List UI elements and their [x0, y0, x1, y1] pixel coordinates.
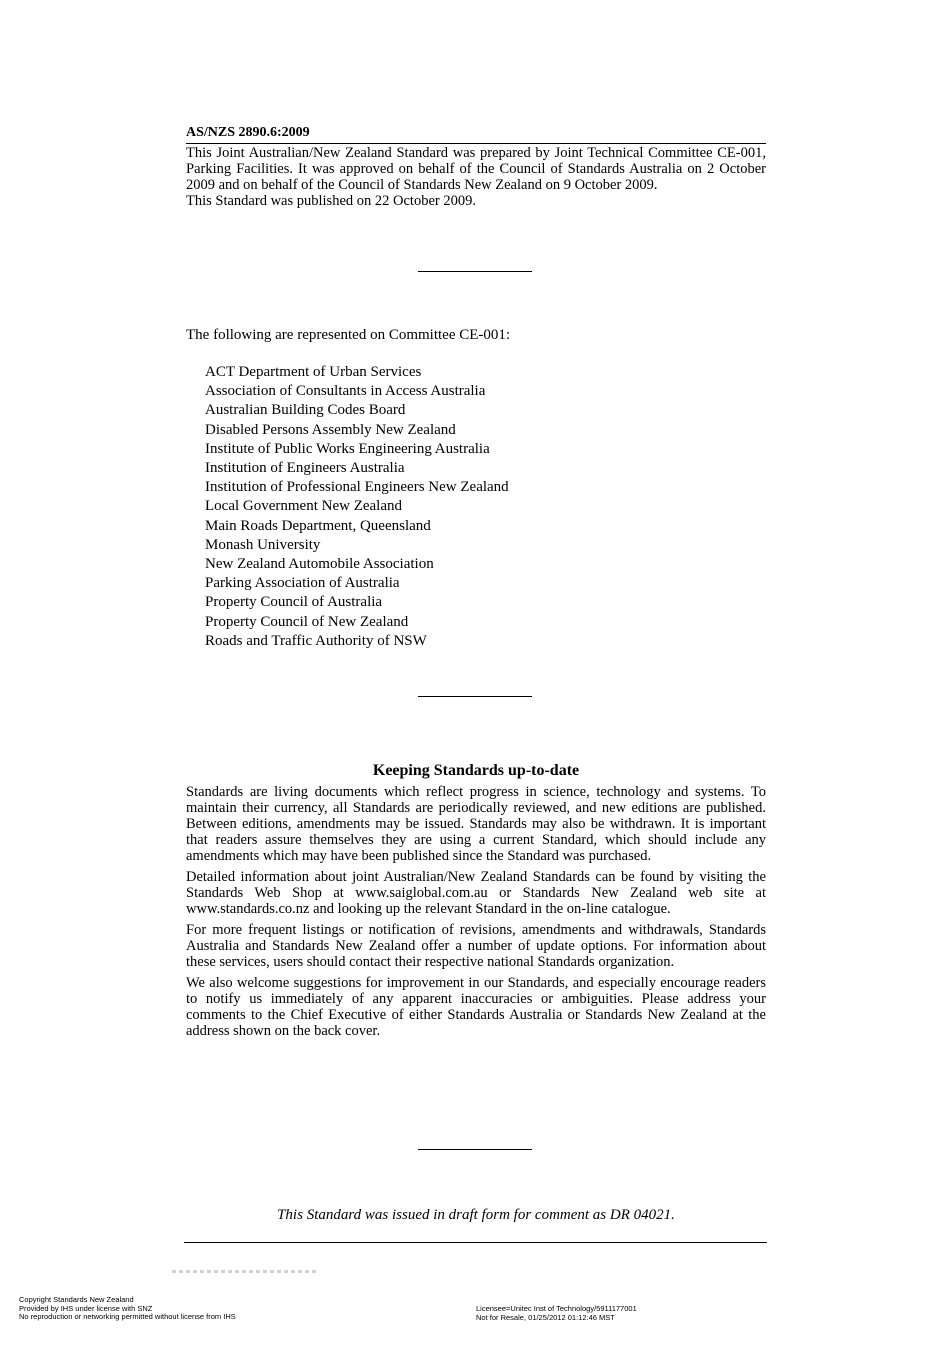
section-divider	[418, 696, 532, 697]
preparation-statement	[186, 145, 766, 209]
committee-member: Roads and Traffic Authority of NSW	[205, 632, 427, 649]
paragraph: Standards are living documents which reflect progress in science, technology and systems. To maintain their currency, all Standards are periodically reviewed, and new editions are published. Between editions, amendments may be issued. Standards may also be withdrawn. It is important that readers assure themselves they are using a current Standard, which should include any amendments which may have been published since the Standard was purchased.	[186, 784, 766, 864]
footer-line: Licensee=Unitec Inst of Technology/5911177001	[476, 1304, 637, 1313]
committee-member-list	[205, 363, 509, 651]
committee-member: ACT Department of Urban Services	[205, 364, 422, 380]
footer-rule	[184, 1242, 767, 1243]
committee-member: Property Council of New Zealand	[205, 613, 409, 630]
copyright-footer	[19, 1296, 236, 1322]
committee-member: Association of Consultants in Access Australia	[205, 383, 486, 400]
draft-note: This Standard was issued in draft form for comment as DR 04021.	[277, 1207, 675, 1223]
committee-member: Monash University	[205, 536, 321, 553]
committee-member: New Zealand Automobile Association	[205, 556, 434, 573]
committee-member: Australian Building Codes Board	[205, 402, 406, 419]
header-rule	[186, 143, 766, 144]
committee-member: Property Council of Australia	[205, 594, 383, 611]
footer-line: Not for Resale, 01/25/2012 01:12:46 MST	[476, 1312, 615, 1322]
committee-member: Local Government New Zealand	[205, 498, 402, 515]
committee-member: Disabled Persons Assembly New Zealand	[205, 421, 456, 438]
committee-member: Parking Association of Australia	[205, 575, 400, 592]
preparation-text: This Joint Australian/New Zealand Standard was prepared by Joint Technical Committee CE-001, Parking Facilities. It was approved on behalf of the Council of Standards Australia on 2 October 2009 and on behalf of the Council of Standards New Zealand on 9 October 2009.	[186, 145, 766, 193]
footer-line: Copyright Standards New Zealand	[19, 1295, 134, 1304]
publication-text: This Standard was published on 22 October 2009.	[186, 193, 476, 209]
keeping-up-to-date-heading: Keeping Standards up-to-date	[372, 762, 580, 779]
committee-member: Main Roads Department, Queensland	[205, 517, 431, 534]
standard-id: AS/NZS 2890.6:2009	[186, 125, 310, 140]
committee-member: Institute of Public Works Engineering Australia	[205, 440, 490, 457]
paragraph: For more frequent listings or notification of revisions, amendments and withdrawals, Standards Australia and Standards New Zealand offer a number of update options. For information about these services, users should contact their respective national Standards organization.	[186, 922, 766, 970]
section-divider	[418, 1149, 532, 1150]
committee-member: Institution of Professional Engineers New Zealand	[205, 479, 509, 496]
keeping-up-to-date-body	[186, 784, 766, 1044]
committee-intro: The following are represented on Committee CE-001:	[186, 327, 511, 343]
faint-scan-mark	[172, 1270, 317, 1273]
paragraph: Detailed information about joint Australian/New Zealand Standards can be found by visiting the Standards Web Shop at www.saiglobal.com.au or Standards New Zealand web site at www.standards.co.nz and looking up the relevant Standard in the on-line catalogue.	[186, 869, 766, 917]
section-divider	[418, 271, 532, 272]
paragraph: We also welcome suggestions for improvement in our Standards, and especially encourage readers to notify us immediately of any apparent inaccuracies or ambiguities. Please address your comments to the Chief Executive of either Standards Australia or Standards New Zealand at the address shown on the back cover.	[186, 975, 766, 1039]
committee-member: Institution of Engineers Australia	[205, 460, 405, 477]
footer-line: No reproduction or networking permitted without license from IHS	[19, 1312, 236, 1321]
license-footer	[476, 1305, 637, 1322]
footer-line: Provided by IHS under license with SNZ	[19, 1303, 153, 1313]
